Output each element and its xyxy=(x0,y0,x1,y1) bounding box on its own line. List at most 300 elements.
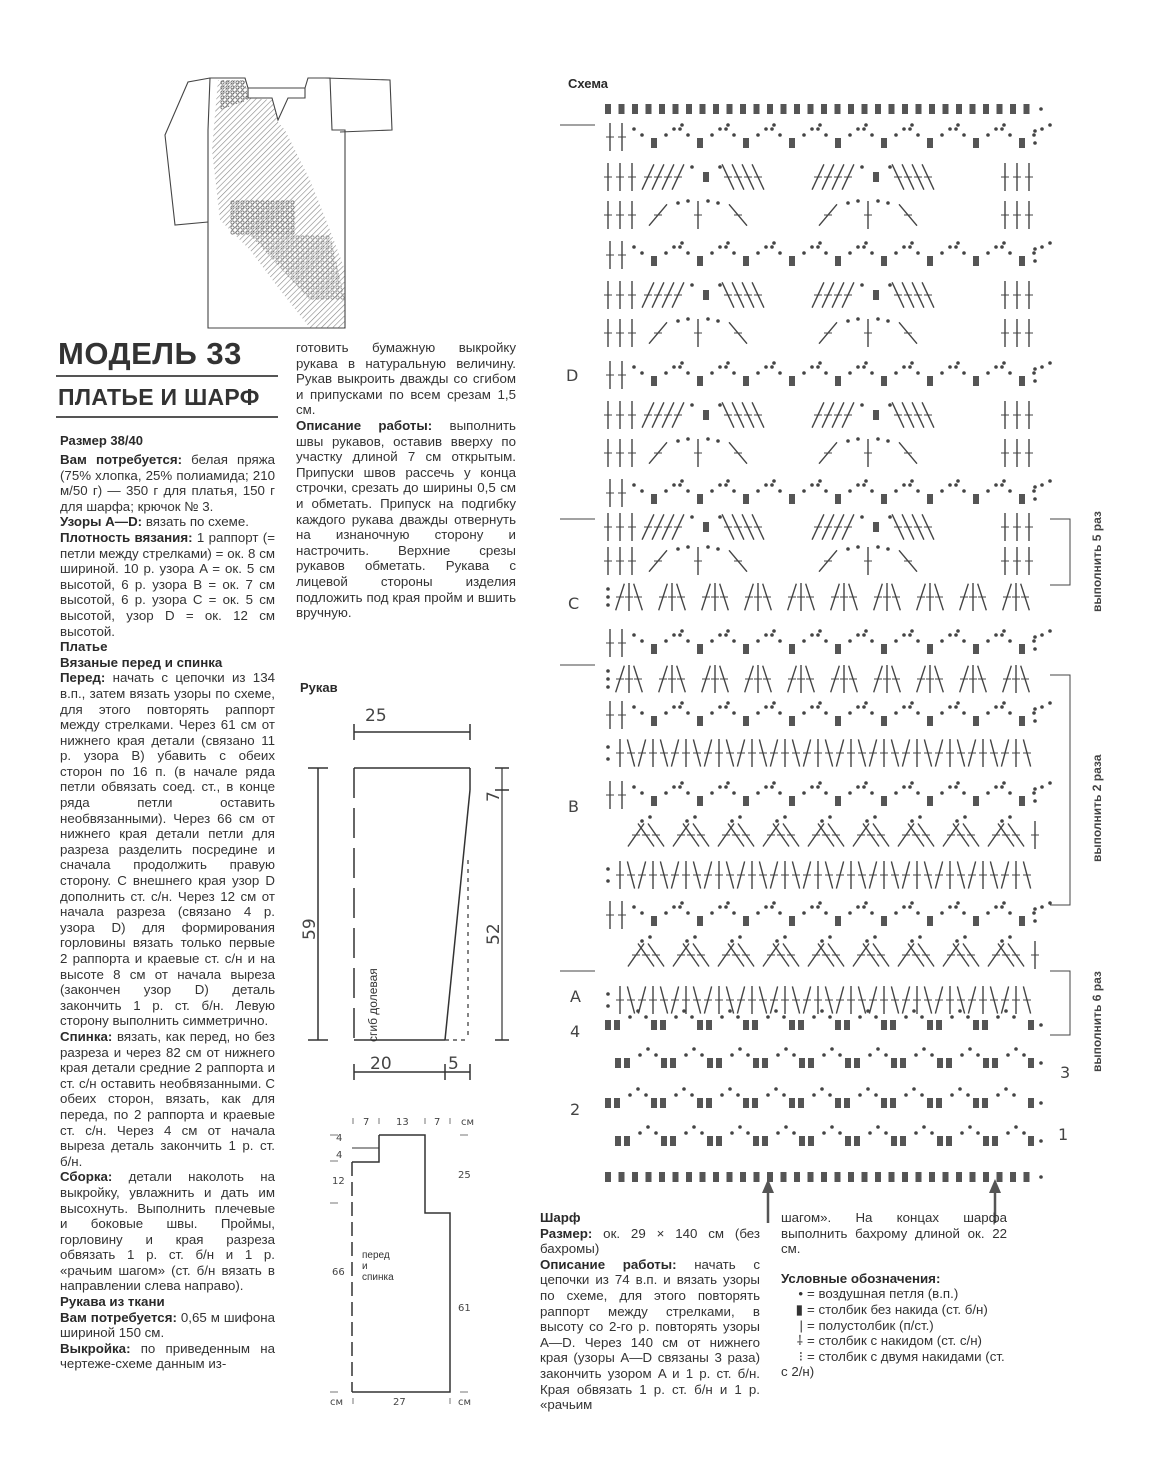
sleeve-height: 59 xyxy=(300,918,320,940)
chain-mark xyxy=(1040,785,1044,789)
chain-mark xyxy=(1048,479,1052,483)
chain-mark xyxy=(802,133,806,137)
chain-mark xyxy=(770,245,774,249)
sc-mark xyxy=(927,256,933,266)
legend-item xyxy=(781,1318,1007,1334)
chain-mark xyxy=(824,791,828,795)
sc-mark xyxy=(661,1136,667,1146)
chain-mark xyxy=(776,1053,780,1057)
chain-mark xyxy=(1012,1015,1016,1019)
chain-mark xyxy=(1008,815,1012,819)
sc-mark xyxy=(881,494,887,504)
sc-mark xyxy=(615,1136,621,1146)
chain-mark xyxy=(636,1009,640,1013)
chain-mark xyxy=(955,819,959,823)
chain-mark xyxy=(654,1131,658,1135)
work-label: Описание работы: xyxy=(296,417,433,433)
chain-mark xyxy=(812,1015,816,1019)
chain-mark xyxy=(810,365,814,369)
chain-mark xyxy=(830,1047,834,1051)
chain-mark xyxy=(776,1131,780,1135)
sc-mark xyxy=(697,494,703,504)
chain-mark xyxy=(954,245,958,249)
sc-mark xyxy=(798,1098,804,1108)
chain-mark xyxy=(724,633,728,637)
chain-mark xyxy=(783,935,787,939)
chain-mark xyxy=(1000,483,1004,487)
chain-mark xyxy=(628,1093,632,1097)
chain-mark xyxy=(930,1053,934,1057)
chain-mark xyxy=(864,123,868,127)
chain-mark xyxy=(1040,633,1044,637)
gauge-text: 1 раппорт (= петли между стрелками) = ок. 8 см шириной. 10 р. узора A = ок. 5 см высотой, 6 р. узора B = ок. 7 см высотой, 6 р. узора C = ок. 5 см высотой, узор D = ок. 12 см высотой. xyxy=(60,529,276,639)
chain-mark xyxy=(828,935,832,939)
chain-mark xyxy=(864,901,868,905)
sc-mark xyxy=(605,1020,611,1030)
chain-mark xyxy=(940,371,944,375)
cut-text: готовить бумажную выкройку рукава в натуральную величину. Рукав выкроить дважды со сгибом и припусками по всем срезам 1,5 см. xyxy=(296,340,516,418)
sc-mark xyxy=(956,1172,962,1182)
chain-mark xyxy=(824,251,828,255)
chain-mark xyxy=(802,251,806,255)
chain-mark xyxy=(632,483,636,487)
legend-text: = полустолбик (п/ст.) xyxy=(807,1317,934,1333)
sc-mark xyxy=(686,1172,692,1182)
chain-mark xyxy=(730,819,734,823)
chain-mark xyxy=(902,785,906,789)
sc-mark xyxy=(835,716,841,726)
chain-mark xyxy=(718,127,722,131)
chain-mark xyxy=(738,815,742,819)
chain-mark xyxy=(640,371,644,375)
sc-mark xyxy=(1019,376,1025,386)
sc-mark xyxy=(789,796,795,806)
sc-mark xyxy=(973,796,979,806)
chain-mark xyxy=(685,939,689,943)
chain-mark xyxy=(888,165,892,169)
sc-mark xyxy=(927,494,933,504)
repeat-bracket xyxy=(1050,519,1070,585)
chain-mark xyxy=(693,935,697,939)
chain-mark xyxy=(710,711,714,715)
chain-mark xyxy=(680,629,684,633)
sc-mark xyxy=(927,716,933,726)
sc-mark xyxy=(900,1136,906,1146)
chain-mark xyxy=(904,1093,908,1097)
sc-mark xyxy=(890,1020,896,1030)
sc-mark xyxy=(1028,1136,1034,1146)
chain-mark xyxy=(640,133,644,137)
chain-mark xyxy=(824,133,828,137)
sc-mark xyxy=(927,1098,933,1108)
chain-mark xyxy=(778,251,782,255)
chain-mark xyxy=(648,935,652,939)
sc-mark xyxy=(881,716,887,726)
chain-mark xyxy=(994,483,998,487)
chain-mark xyxy=(846,547,850,551)
chain-mark xyxy=(772,781,776,785)
chain-mark xyxy=(856,437,860,441)
chain-mark xyxy=(770,483,774,487)
sc-mark xyxy=(789,256,795,266)
chain-mark xyxy=(1033,367,1037,371)
chain-mark xyxy=(724,483,728,487)
chain-mark xyxy=(824,489,828,493)
chain-mark xyxy=(802,489,806,493)
chain-mark xyxy=(860,165,864,169)
legend-item xyxy=(781,1286,1007,1302)
chain-mark xyxy=(690,403,694,407)
legend-text: = столбик с накидом (ст. с/н) xyxy=(807,1333,982,1349)
chain-mark xyxy=(686,251,690,255)
chain-mark xyxy=(876,437,880,441)
chain-mark xyxy=(746,1053,750,1057)
chain-mark xyxy=(682,1009,686,1013)
legend-text: = воздушная петля (в.п.) xyxy=(807,1286,959,1302)
materials-text: белая пряжа (75% хлопка, 25% полиамида; 210 м/50 г) — 350 г для платья, 150 г для шарфа; крючок № 3. xyxy=(60,452,275,514)
chain-mark xyxy=(1048,123,1052,127)
sc-mark xyxy=(661,1058,667,1068)
chain-mark xyxy=(1002,479,1006,483)
chain-mark xyxy=(1002,629,1006,633)
chain-mark xyxy=(870,791,874,795)
chain-mark xyxy=(778,489,782,493)
chain-mark xyxy=(775,819,779,823)
chain-mark xyxy=(686,317,690,321)
chain-mark xyxy=(862,483,866,487)
chain-mark xyxy=(816,705,820,709)
chain-mark xyxy=(824,711,828,715)
sc-mark xyxy=(651,138,657,148)
chain-mark xyxy=(680,701,684,705)
sc-mark xyxy=(651,494,657,504)
knit-heading: Вязаные перед и спинка xyxy=(60,654,223,670)
chain-mark xyxy=(1033,379,1037,383)
chain-mark xyxy=(940,133,944,137)
chain-mark xyxy=(700,1053,704,1057)
sc-mark xyxy=(799,1136,805,1146)
chain-mark xyxy=(606,587,610,591)
sc-mark xyxy=(754,1172,760,1182)
chain-mark xyxy=(1008,711,1012,715)
scarf-work-label: Описание работы: xyxy=(540,1256,677,1272)
materials-label: Вам потребуется: xyxy=(60,452,183,467)
chain-mark xyxy=(956,701,960,705)
sc-mark xyxy=(605,104,611,114)
sleeve-bottom-b: 5 xyxy=(448,1054,459,1074)
chain-mark xyxy=(672,365,676,369)
chain-mark xyxy=(962,639,966,643)
chain-mark xyxy=(678,245,682,249)
sc-mark xyxy=(789,1098,795,1108)
chain-mark xyxy=(910,479,914,483)
patterns-text: вязать по схеме. xyxy=(142,514,249,530)
chain-mark xyxy=(726,361,730,365)
chain-mark xyxy=(1033,707,1037,711)
chain-mark xyxy=(1002,901,1006,905)
chain-mark xyxy=(732,133,736,137)
chain-mark xyxy=(968,1047,972,1051)
chain-mark xyxy=(996,1093,1000,1097)
chain-mark xyxy=(886,439,890,443)
dress-heading: Платье xyxy=(60,639,108,655)
chain-mark xyxy=(724,365,728,369)
chain-mark xyxy=(862,905,866,909)
sc-mark xyxy=(881,1020,887,1030)
chain-mark xyxy=(710,251,714,255)
sc-mark xyxy=(973,644,979,654)
sc-mark xyxy=(927,796,933,806)
body-pattern-diagram xyxy=(320,1105,490,1410)
chain-mark xyxy=(848,911,852,915)
chain-mark xyxy=(676,439,680,443)
scarf-work-text: начать с цепочки из 74 в.п. и вязать узоры по схеме, для этого повторять раппорт между стрелками, в высоту со 2-го р. повторять узоры A—D. Через 140 см от нижнего края (узоры A—D связаны 3 раза) закончить узором A и 1 р. ст. б/н. Края обвязать 1 р. ст. б/н и 1 р. «рачьим xyxy=(540,1256,760,1413)
chain-mark xyxy=(802,791,806,795)
chain-mark xyxy=(956,781,960,785)
sc-mark xyxy=(697,916,703,926)
chain-mark xyxy=(950,1093,954,1097)
chain-mark xyxy=(910,901,914,905)
sc-mark xyxy=(670,1136,676,1146)
chain-mark xyxy=(664,639,668,643)
chain-mark xyxy=(686,489,690,493)
chain-mark xyxy=(962,489,966,493)
chain-mark xyxy=(816,483,820,487)
sc-mark xyxy=(936,1098,942,1108)
sc-mark xyxy=(651,796,657,806)
chain-mark xyxy=(862,633,866,637)
crochet-chart xyxy=(560,95,1120,1175)
chain-mark xyxy=(994,365,998,369)
sc-mark xyxy=(1010,1172,1016,1182)
chain-mark xyxy=(1040,365,1044,369)
chain-mark xyxy=(664,711,668,715)
chain-mark xyxy=(686,711,690,715)
chain-mark xyxy=(638,1131,642,1135)
chain-mark xyxy=(783,815,787,819)
chain-mark xyxy=(858,1015,862,1019)
chain-mark xyxy=(664,911,668,915)
sc-mark xyxy=(848,1172,854,1182)
chain-mark xyxy=(1033,719,1037,723)
pattern-text: по приведенным на чертеже-схеме данным из- xyxy=(60,1340,275,1372)
chain-mark xyxy=(996,1015,1000,1019)
chain-mark xyxy=(1033,259,1037,263)
chain-mark xyxy=(778,639,782,643)
chain-mark xyxy=(828,1015,832,1019)
chain-mark xyxy=(902,633,906,637)
chain-mark xyxy=(664,489,668,493)
chain-mark xyxy=(894,251,898,255)
sc-mark xyxy=(808,1058,814,1068)
chain-mark xyxy=(726,901,730,905)
chain-mark xyxy=(710,911,714,915)
chain-mark xyxy=(958,1009,962,1013)
chain-mark xyxy=(958,1087,962,1091)
sc-mark xyxy=(703,172,709,182)
chain-mark xyxy=(816,365,820,369)
chain-mark xyxy=(686,791,690,795)
sc-mark xyxy=(916,1172,922,1182)
chain-mark xyxy=(684,1053,688,1057)
chain-mark xyxy=(632,245,636,249)
chain-mark xyxy=(1032,791,1036,795)
chain-mark xyxy=(902,905,906,909)
sc-mark xyxy=(1019,716,1025,726)
fabric-label: Вам потребуется: xyxy=(60,1309,177,1325)
chain-mark xyxy=(870,711,874,715)
chain-mark xyxy=(690,1093,694,1097)
body-piece-label xyxy=(362,1250,394,1283)
chain-mark xyxy=(884,1131,888,1135)
sc-mark xyxy=(660,1098,666,1108)
sc-mark xyxy=(873,522,879,532)
sc-mark xyxy=(835,256,841,266)
sc-mark xyxy=(703,290,709,300)
chain-mark xyxy=(606,879,610,883)
chain-mark xyxy=(1006,1131,1010,1135)
chain-mark xyxy=(636,1087,640,1091)
chain-mark xyxy=(954,633,958,637)
chain-mark xyxy=(1033,635,1037,639)
chain-mark xyxy=(962,911,966,915)
sc-mark xyxy=(937,1058,943,1068)
sc-mark xyxy=(781,104,787,114)
chain-mark xyxy=(732,489,736,493)
sc-mark xyxy=(881,796,887,806)
chain-mark xyxy=(902,365,906,369)
legend-symbol-icon: | xyxy=(799,1317,803,1333)
sc-mark xyxy=(743,916,749,926)
sc-mark xyxy=(673,1172,679,1182)
sc-mark xyxy=(789,138,795,148)
sc-mark xyxy=(881,644,887,654)
chain-mark xyxy=(1008,251,1012,255)
sc-mark xyxy=(835,376,841,386)
chain-mark xyxy=(916,711,920,715)
chain-mark xyxy=(820,939,824,943)
chain-mark xyxy=(718,283,722,287)
chain-mark xyxy=(1033,919,1037,923)
chain-mark xyxy=(1032,711,1036,715)
chain-mark xyxy=(756,251,760,255)
chain-mark xyxy=(706,437,710,441)
chain-mark xyxy=(770,785,774,789)
chain-mark xyxy=(644,1093,648,1097)
sc-mark xyxy=(706,1098,712,1108)
chain-mark xyxy=(950,1015,954,1019)
section-label-d: D xyxy=(566,366,579,385)
chain-mark xyxy=(606,685,610,689)
title-divider xyxy=(56,375,278,377)
chain-mark xyxy=(963,935,967,939)
repeat-label-b: выполнить 2 раза xyxy=(1090,754,1104,862)
chain-mark xyxy=(876,199,880,203)
chain-mark xyxy=(1039,1023,1043,1027)
chain-mark xyxy=(914,1131,918,1135)
chain-mark xyxy=(640,639,644,643)
chain-mark xyxy=(962,133,966,137)
sc-mark xyxy=(660,1020,666,1030)
chain-mark xyxy=(1040,705,1044,709)
chain-mark xyxy=(686,371,690,375)
chain-mark xyxy=(664,251,668,255)
chain-mark xyxy=(710,371,714,375)
sc-mark xyxy=(798,1020,804,1030)
chain-mark xyxy=(1008,371,1012,375)
gauge-label: Плотность вязания: xyxy=(60,529,193,545)
chain-mark xyxy=(1032,133,1036,137)
chain-mark xyxy=(638,1053,642,1057)
sc-mark xyxy=(743,1020,749,1030)
sc-mark xyxy=(619,1172,625,1182)
chain-mark xyxy=(632,705,636,709)
chain-mark xyxy=(930,1131,934,1135)
chain-mark xyxy=(894,133,898,137)
sc-mark xyxy=(862,1172,868,1182)
chain-mark xyxy=(746,1131,750,1135)
chain-mark xyxy=(870,489,874,493)
chain-mark xyxy=(1040,905,1044,909)
chain-mark xyxy=(856,633,860,637)
chain-mark xyxy=(1002,241,1006,245)
scarf-size-text: ок. 29 × 140 см (без бахромы) xyxy=(540,1225,760,1257)
chain-mark xyxy=(976,1053,980,1057)
chain-mark xyxy=(956,361,960,365)
chain-mark xyxy=(894,489,898,493)
chain-mark xyxy=(1006,1053,1010,1057)
chain-mark xyxy=(1014,1047,1018,1051)
sc-mark xyxy=(659,1172,665,1182)
front-label: Перед: xyxy=(60,670,106,686)
sc-mark xyxy=(889,1172,895,1182)
chain-mark xyxy=(910,781,914,785)
chain-mark xyxy=(778,791,782,795)
chain-mark xyxy=(728,1087,732,1091)
sc-mark xyxy=(927,916,933,926)
sc-mark xyxy=(973,138,979,148)
chain-mark xyxy=(868,1131,872,1135)
chain-mark xyxy=(948,483,952,487)
chain-mark xyxy=(902,705,906,709)
sc-mark xyxy=(844,1020,850,1030)
chain-mark xyxy=(986,791,990,795)
chain-mark xyxy=(862,245,866,249)
chain-mark xyxy=(873,935,877,939)
chain-mark xyxy=(962,251,966,255)
sc-mark xyxy=(835,796,841,806)
chain-mark xyxy=(856,199,860,203)
chain-mark xyxy=(956,479,960,483)
chain-mark xyxy=(716,439,720,443)
chain-mark xyxy=(848,639,852,643)
chain-mark xyxy=(606,669,610,673)
sc-mark xyxy=(743,644,749,654)
sc-mark xyxy=(973,1098,979,1108)
chain-mark xyxy=(1039,1101,1043,1105)
sc-mark xyxy=(619,104,625,114)
sc-mark xyxy=(1019,138,1025,148)
chain-mark xyxy=(858,1093,862,1097)
sc-mark xyxy=(646,104,652,114)
legend-item xyxy=(781,1349,1007,1380)
chain-mark xyxy=(848,133,852,137)
sc-mark xyxy=(982,1020,988,1030)
subtitle-divider xyxy=(56,416,278,418)
chain-mark xyxy=(922,1047,926,1051)
chain-mark xyxy=(640,819,644,823)
sc-mark xyxy=(889,104,895,114)
